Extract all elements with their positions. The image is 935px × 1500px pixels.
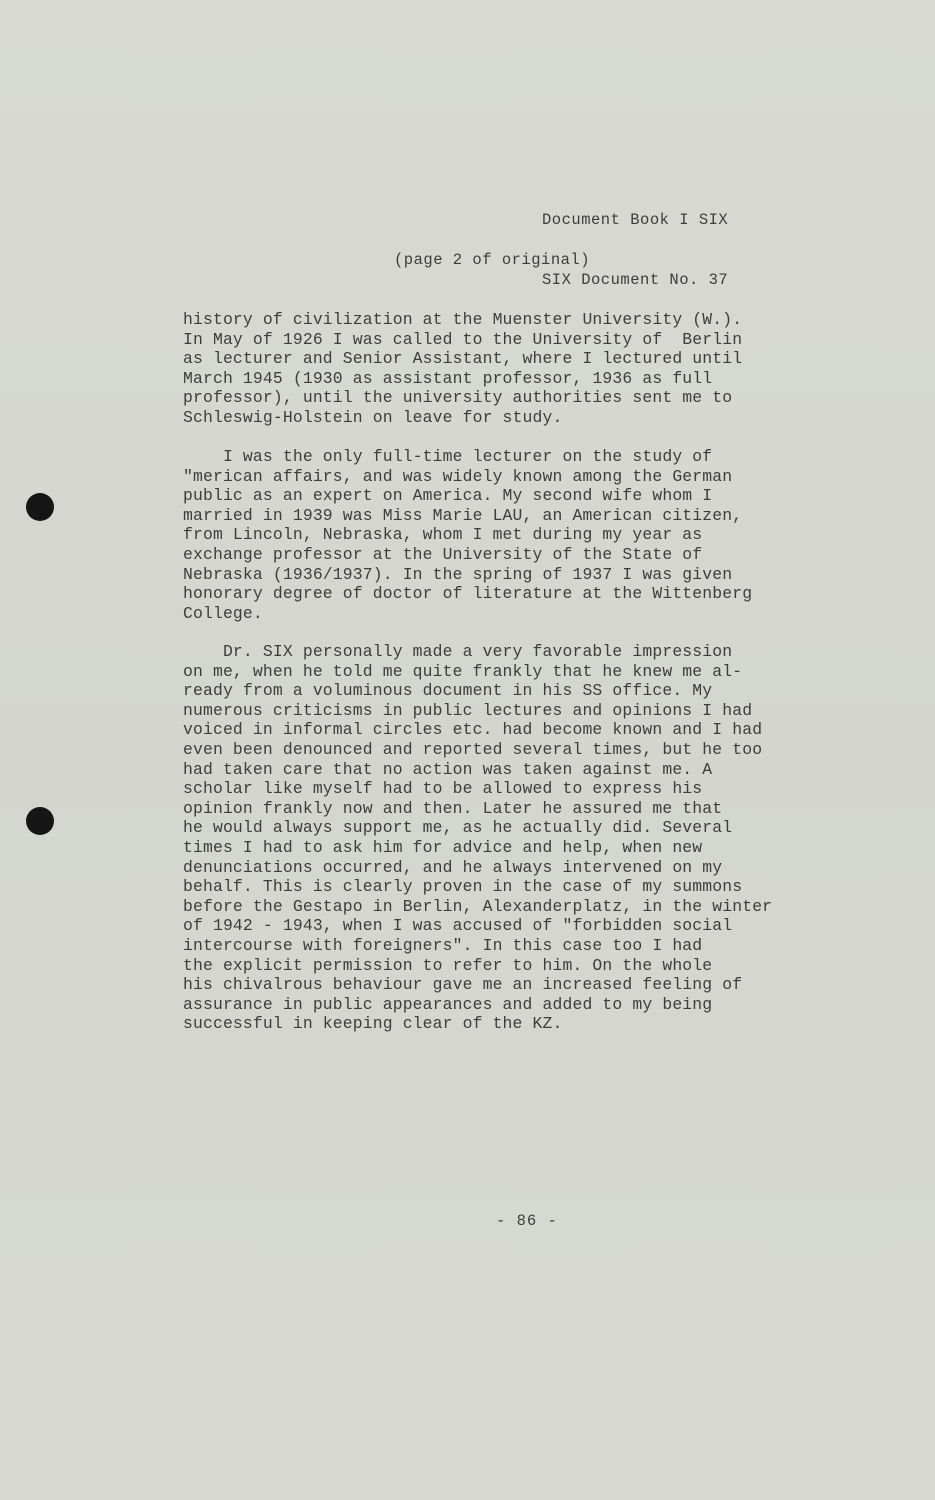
paragraph-2: I was the only full-time lecturer on the study of "merican affairs, and was widely known among the German public as an expert on America. My second wife whom I married in 1939 was Miss Marie LAU, an American citizen, from Lincoln, Nebraska, whom I met during my year as exchange professor at the University of the State of Nebraska (1936/1937). In the spring of 1937 I was given honorary degree of doctor of literature at the Wittenberg College. [183, 447, 753, 623]
page-number: - 86 - [496, 1212, 558, 1230]
paragraph-1: history of civilization at the Muenster University (W.). In May of 1926 I was called to the University of Berlin as lecturer and Senior Assistant, where I lectured until March 1945 (1930 as assistant professor, 1936 as full professor), until the university authorities sent me to Schleswig-Holstein on leave for study. [183, 310, 743, 427]
punch-hole-bottom [26, 807, 54, 835]
header-book-line: Document Book I SIX [542, 211, 729, 229]
header-document-line: SIX Document No. 37 [542, 271, 729, 289]
document-header [542, 170, 728, 330]
page-reference: (page 2 of original) [394, 251, 591, 269]
paragraph-3: Dr. SIX personally made a very favorable impression on me, when he told me quite frankly that he knew me al- ready from a voluminous document in his SS office. My numerous criticisms in public lectures and opinions I had voiced in informal circles etc. had become known and I had even been denounced and reported several times, but he too had taken care that no action was taken against me. A scholar like myself had to be allowed to express his opinion frankly now and then. Later he assured me that he would always support me, as he actually did. Several times I had to ask him for advice and help, when new denunciations occurred, and he always intervened on my behalf. This is clearly proven in the case of my summons before the Gestapo in Berlin, Alexanderplatz, in the winter of 1942 - 1943, when I was accused of "forbidden social intercourse with foreigners". In this case too I had the explicit permission to refer to him. On the whole his chivalrous behaviour gave me an increased feeling of assurance in public appearances and added to my being successful in keeping clear of the KZ. [183, 642, 773, 1034]
punch-hole-top [26, 493, 54, 521]
